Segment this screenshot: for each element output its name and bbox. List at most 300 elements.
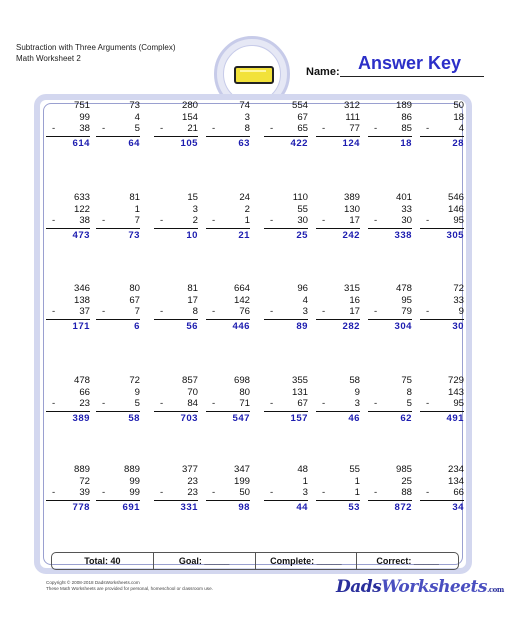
answer-rule <box>206 500 250 501</box>
subtraction-problem <box>368 100 412 149</box>
subtrahend-1: 72 <box>79 475 90 487</box>
answer: 491 <box>446 412 464 424</box>
answer: 21 <box>238 229 250 241</box>
minus-sign: - <box>102 123 106 134</box>
answer-rule <box>264 319 308 320</box>
subtrahend-2: 50 <box>239 487 250 498</box>
copyright-line-2: These Math Worksheets are provided for personal, homeschool or classroom use. <box>46 586 213 591</box>
subtrahend-2-line <box>420 487 464 499</box>
answer: 305 <box>446 229 464 241</box>
answer: 105 <box>180 137 198 149</box>
minus-sign: - <box>160 306 164 317</box>
subtrahend-2: 1 <box>354 487 360 498</box>
answer-rule <box>316 500 360 501</box>
minus-sign: - <box>212 123 216 134</box>
subtraction-problem <box>420 375 464 424</box>
minus-sign: - <box>374 123 378 134</box>
subtrahend-1: 95 <box>401 294 412 306</box>
subtrahend-1: 9 <box>354 386 360 398</box>
answer-key-label: Answer Key <box>358 53 462 73</box>
subtrahend-2-line <box>368 398 412 410</box>
answer-rule <box>46 228 90 229</box>
minus-sign: - <box>270 398 274 409</box>
subtrahend-1: 80 <box>239 386 250 398</box>
subtrahend-2-line <box>316 215 360 227</box>
subtrahend-1: 154 <box>181 111 198 123</box>
minuend: 73 <box>129 100 140 111</box>
minus-sign: - <box>426 123 430 134</box>
total-cell: Total: 40 <box>52 553 154 569</box>
subtrahend-1: 146 <box>447 203 464 215</box>
subtraction-problem <box>46 375 90 424</box>
minuend: 74 <box>239 100 250 111</box>
subtrahend-2: 8 <box>244 123 250 134</box>
answer: 28 <box>452 137 464 149</box>
minus-sign: - <box>322 398 326 409</box>
copyright <box>46 580 213 592</box>
subtraction-problem <box>420 283 464 332</box>
subtrahend-1: 111 <box>345 111 360 123</box>
subtraction-problem <box>368 283 412 332</box>
subtrahend-2-line <box>368 306 412 318</box>
subtraction-problem <box>316 100 360 149</box>
answer: 331 <box>180 501 198 513</box>
minuend: 110 <box>292 192 308 203</box>
minuend: 234 <box>447 464 464 475</box>
minus-sign: - <box>374 306 378 317</box>
answer: 778 <box>72 501 90 513</box>
subtrahend-2: 3 <box>302 306 308 317</box>
answer-rule <box>46 500 90 501</box>
subtrahend-2: 9 <box>458 306 464 317</box>
subtraction-problem <box>264 100 308 149</box>
minus-sign: - <box>212 215 216 226</box>
subtrahend-2-line <box>154 123 198 135</box>
subtrahend-1: 25 <box>401 475 412 487</box>
subtrahend-2: 17 <box>349 215 360 226</box>
goal-cell: Goal: _____ <box>154 553 256 569</box>
minus-sign: - <box>52 398 56 409</box>
answer-rule <box>96 136 140 137</box>
answer: 422 <box>290 137 308 149</box>
worksheet-title <box>16 42 175 64</box>
subtrahend-2: 85 <box>401 123 412 134</box>
answer-rule <box>316 136 360 137</box>
subtrahend-2: 21 <box>187 123 198 134</box>
subtrahend-2-line <box>420 215 464 227</box>
subtrahend-1: 18 <box>453 111 464 123</box>
minus-sign: - <box>102 487 106 498</box>
brand-suffix: .com <box>486 585 504 594</box>
answer-rule <box>368 319 412 320</box>
answer: 98 <box>238 501 250 513</box>
subtrahend-2: 84 <box>187 398 198 409</box>
answer: 389 <box>72 412 90 424</box>
subtrahend-2-line <box>420 398 464 410</box>
subtraction-problem <box>264 192 308 241</box>
answer-rule <box>206 136 250 137</box>
minuend: 554 <box>291 100 308 111</box>
subtrahend-2: 38 <box>79 123 90 134</box>
problem-row <box>46 375 464 455</box>
subtrahend-1: 23 <box>187 475 198 487</box>
answer-rule <box>264 228 308 229</box>
answer: 691 <box>122 501 140 513</box>
answer: 157 <box>290 412 308 424</box>
answer: 304 <box>394 320 412 332</box>
subtrahend-2-line <box>154 487 198 499</box>
minuend: 478 <box>73 375 90 386</box>
answer-rule <box>46 411 90 412</box>
subtrahend-1: 17 <box>187 294 198 306</box>
subtraction-problem <box>420 464 464 513</box>
minus-sign: - <box>160 123 164 134</box>
subtraction-problem <box>368 464 412 513</box>
subtraction-problem <box>264 283 308 332</box>
answer: 338 <box>394 229 412 241</box>
answer: 872 <box>394 501 412 513</box>
subtrahend-1: 8 <box>406 386 412 398</box>
answer-rule <box>96 500 140 501</box>
subtrahend-2: 5 <box>134 123 140 134</box>
answer-rule <box>264 500 308 501</box>
answer: 446 <box>232 320 250 332</box>
answer: 34 <box>452 501 464 513</box>
subtrahend-1: 199 <box>233 475 250 487</box>
subtrahend-2: 5 <box>406 398 412 409</box>
subtrahend-2-line <box>96 123 140 135</box>
answer: 171 <box>72 320 90 332</box>
answer-rule <box>46 136 90 137</box>
subtrahend-2-line <box>46 398 90 410</box>
answer-rule <box>368 411 412 412</box>
subtraction-problem <box>316 375 360 424</box>
minuend: 401 <box>395 192 412 203</box>
subtrahend-2: 37 <box>79 306 90 317</box>
answer: 703 <box>180 412 198 424</box>
minuend: 751 <box>73 100 90 111</box>
answer-rule <box>206 228 250 229</box>
subtrahend-2-line <box>264 487 308 499</box>
brand-part-2: Worksheets <box>381 577 487 597</box>
subtrahend-2: 1 <box>244 215 250 226</box>
subtraction-problem <box>154 283 198 332</box>
answer-rule <box>96 228 140 229</box>
subtrahend-2-line <box>46 487 90 499</box>
subtrahend-2: 3 <box>302 487 308 498</box>
score-bar <box>51 552 459 570</box>
subtraction-problem <box>368 192 412 241</box>
answer: 63 <box>238 137 250 149</box>
subtrahend-2-line <box>316 123 360 135</box>
subtrahend-1: 1 <box>302 475 308 487</box>
minuend: 664 <box>233 283 250 294</box>
subtrahend-2: 23 <box>79 398 90 409</box>
answer: 242 <box>342 229 360 241</box>
answer: 124 <box>342 137 360 149</box>
subtrahend-1: 138 <box>73 294 90 306</box>
subtrahend-1: 1 <box>354 475 360 487</box>
minuend: 347 <box>233 464 250 475</box>
subtraction-problem <box>46 464 90 513</box>
minus-sign: - <box>374 215 378 226</box>
answer: 25 <box>296 229 308 241</box>
subtrahend-1: 4 <box>134 111 140 123</box>
subtraction-problem <box>206 464 250 513</box>
subtrahend-1: 67 <box>129 294 140 306</box>
minus-sign: - <box>102 306 106 317</box>
subtrahend-2-line <box>206 306 250 318</box>
subtrahend-1: 99 <box>79 111 90 123</box>
subtraction-problem <box>316 464 360 513</box>
answer-rule <box>420 319 464 320</box>
subtrahend-2-line <box>46 123 90 135</box>
answer-rule <box>154 319 198 320</box>
subtraction-problem <box>154 464 198 513</box>
brand-part-1: Dads <box>336 577 382 597</box>
answer-rule <box>206 319 250 320</box>
minuend: 355 <box>291 375 308 386</box>
subtrahend-1: 66 <box>79 386 90 398</box>
subtrahend-2: 5 <box>134 398 140 409</box>
answer-rule <box>316 228 360 229</box>
minuend: 72 <box>453 283 464 294</box>
minuend: 75 <box>401 375 412 386</box>
subtrahend-2: 66 <box>453 487 464 498</box>
minuend: 312 <box>343 100 360 111</box>
subtraction-problem <box>420 192 464 241</box>
minuend: 889 <box>123 464 140 475</box>
subtrahend-2: 39 <box>79 487 90 498</box>
subtraction-problem <box>96 283 140 332</box>
subtrahend-2-line <box>264 306 308 318</box>
answer-rule <box>368 136 412 137</box>
minuend: 315 <box>343 283 360 294</box>
minus-sign: - <box>270 487 274 498</box>
minus-sign: - <box>322 215 326 226</box>
subtrahend-2: 17 <box>349 306 360 317</box>
subtrahend-1: 122 <box>73 203 90 215</box>
answer: 46 <box>348 412 360 424</box>
minuend: 546 <box>447 192 464 203</box>
answer-rule <box>420 500 464 501</box>
subtrahend-2: 30 <box>297 215 308 226</box>
answer-rule <box>420 228 464 229</box>
subtraction-problem <box>420 100 464 149</box>
minuend: 24 <box>239 192 250 203</box>
minus-sign: - <box>102 215 106 226</box>
subtrahend-1: 134 <box>447 475 464 487</box>
answer-rule <box>154 411 198 412</box>
problem-row <box>46 192 464 272</box>
minuend: 48 <box>297 464 308 475</box>
subtrahend-2: 71 <box>239 398 250 409</box>
subtrahend-2: 4 <box>458 123 464 134</box>
subtraction-problem <box>154 192 198 241</box>
answer-rule <box>316 411 360 412</box>
minus-sign: - <box>270 306 274 317</box>
subtrahend-2: 79 <box>401 306 412 317</box>
minuend: 478 <box>395 283 412 294</box>
minuend: 96 <box>297 283 308 294</box>
subtraction-problem <box>96 100 140 149</box>
minuend: 15 <box>187 192 198 203</box>
minuend: 389 <box>343 192 360 203</box>
minus-sign: - <box>322 123 326 134</box>
subtrahend-2-line <box>206 398 250 410</box>
minuend: 889 <box>73 464 90 475</box>
subtrahend-2-line <box>96 487 140 499</box>
minuend: 81 <box>187 283 198 294</box>
name-label: Name: <box>306 66 340 78</box>
subtrahend-2: 23 <box>187 487 198 498</box>
subtrahend-2: 76 <box>239 306 250 317</box>
minus-sign: - <box>160 487 164 498</box>
minus-sign: - <box>52 487 56 498</box>
subtrahend-2-line <box>420 306 464 318</box>
subtrahend-2-line <box>46 306 90 318</box>
subtrahend-2: 3 <box>354 398 360 409</box>
subtrahend-1: 4 <box>302 294 308 306</box>
minuend: 377 <box>181 464 198 475</box>
subtrahend-1: 9 <box>134 386 140 398</box>
minuend: 50 <box>453 100 464 111</box>
answer-rule <box>206 411 250 412</box>
subtraction-problem <box>154 100 198 149</box>
subtrahend-2-line <box>316 487 360 499</box>
subtraction-problem <box>206 100 250 149</box>
minus-sign: - <box>212 398 216 409</box>
subtrahend-2-line <box>96 398 140 410</box>
subtrahend-1: 70 <box>187 386 198 398</box>
copyright-line-1: Copyright © 2008-2018 DadsWorksheets.com <box>46 580 140 585</box>
subtrahend-2: 38 <box>79 215 90 226</box>
minuend: 189 <box>395 100 412 111</box>
problem-row <box>46 100 464 180</box>
answer-rule <box>264 136 308 137</box>
answer: 73 <box>128 229 140 241</box>
minuend: 857 <box>181 375 198 386</box>
minuend: 633 <box>73 192 90 203</box>
subtrahend-2: 30 <box>401 215 412 226</box>
subtraction-problem <box>46 283 90 332</box>
minus-sign: - <box>270 123 274 134</box>
subtrahend-1: 3 <box>192 203 198 215</box>
subtrahend-2: 8 <box>192 306 198 317</box>
subtraction-problem <box>316 192 360 241</box>
subtrahend-1: 3 <box>244 111 250 123</box>
subtrahend-1: 55 <box>297 203 308 215</box>
answer: 44 <box>296 501 308 513</box>
subtraction-problem <box>206 192 250 241</box>
subtrahend-2: 65 <box>297 123 308 134</box>
minus-sign: - <box>322 487 326 498</box>
answer: 547 <box>232 412 250 424</box>
subtrahend-1: 86 <box>401 111 412 123</box>
minus-sign: - <box>426 398 430 409</box>
answer: 10 <box>186 229 198 241</box>
subtrahend-2-line <box>264 398 308 410</box>
answer-rule <box>154 136 198 137</box>
subtrahend-2: 77 <box>349 123 360 134</box>
minus-sign: - <box>212 487 216 498</box>
minus-sign: - <box>426 306 430 317</box>
minus-sign: - <box>426 215 430 226</box>
subtrahend-1: 143 <box>447 386 464 398</box>
minuend: 81 <box>129 192 140 203</box>
subtrahend-2-line <box>206 215 250 227</box>
answer: 282 <box>342 320 360 332</box>
minuend: 58 <box>349 375 360 386</box>
minuend: 280 <box>181 100 198 111</box>
subtrahend-1: 16 <box>349 294 360 306</box>
subtrahend-2: 7 <box>134 215 140 226</box>
subtraction-problem <box>154 375 198 424</box>
subtrahend-2-line <box>368 123 412 135</box>
subtrahend-2: 99 <box>129 487 140 498</box>
minuend: 80 <box>129 283 140 294</box>
answer-rule <box>154 500 198 501</box>
subtraction-problem <box>46 100 90 149</box>
subtrahend-2: 95 <box>453 398 464 409</box>
title-line-1: Subtraction with Three Arguments (Complex) <box>16 43 176 52</box>
subtrahend-2-line <box>316 398 360 410</box>
subtrahend-2-line <box>96 215 140 227</box>
brand-logo <box>336 577 504 597</box>
subtrahend-2: 7 <box>134 306 140 317</box>
minus-sign: - <box>52 123 56 134</box>
subtrahend-1: 99 <box>129 475 140 487</box>
answer: 56 <box>186 320 198 332</box>
answer: 614 <box>72 137 90 149</box>
answer-rule <box>368 228 412 229</box>
subtrahend-2-line <box>206 487 250 499</box>
minus-sign: - <box>102 398 106 409</box>
subtrahend-2-line <box>154 215 198 227</box>
answer: 473 <box>72 229 90 241</box>
minus-sign: - <box>374 487 378 498</box>
subtrahend-2-line <box>206 123 250 135</box>
title-line-2: Math Worksheet 2 <box>16 54 81 63</box>
answer-rule <box>96 319 140 320</box>
problem-row <box>46 283 464 363</box>
answer-rule <box>96 411 140 412</box>
subtrahend-2-line <box>154 398 198 410</box>
correct-cell: Correct: _____ <box>376 556 439 566</box>
answer: 30 <box>452 320 464 332</box>
subtrahend-2: 88 <box>401 487 412 498</box>
subtrahend-2-line <box>154 306 198 318</box>
answer: 62 <box>400 412 412 424</box>
subtraction-problem <box>264 375 308 424</box>
answer: 89 <box>296 320 308 332</box>
subtrahend-2-line <box>96 306 140 318</box>
minus-sign: - <box>374 398 378 409</box>
subtraction-problem <box>316 283 360 332</box>
subtraction-problem <box>206 375 250 424</box>
subtrahend-2-line <box>368 215 412 227</box>
subtrahend-1: 142 <box>233 294 250 306</box>
minuend: 72 <box>129 375 140 386</box>
minus-sign: - <box>270 215 274 226</box>
minus-sign: - <box>52 215 56 226</box>
subtrahend-2-line <box>46 215 90 227</box>
answer-rule <box>154 228 198 229</box>
subtrahend-1: 2 <box>244 203 250 215</box>
minus-sign: - <box>52 306 56 317</box>
subtraction-problem <box>96 192 140 241</box>
subtrahend-2: 2 <box>192 215 198 226</box>
